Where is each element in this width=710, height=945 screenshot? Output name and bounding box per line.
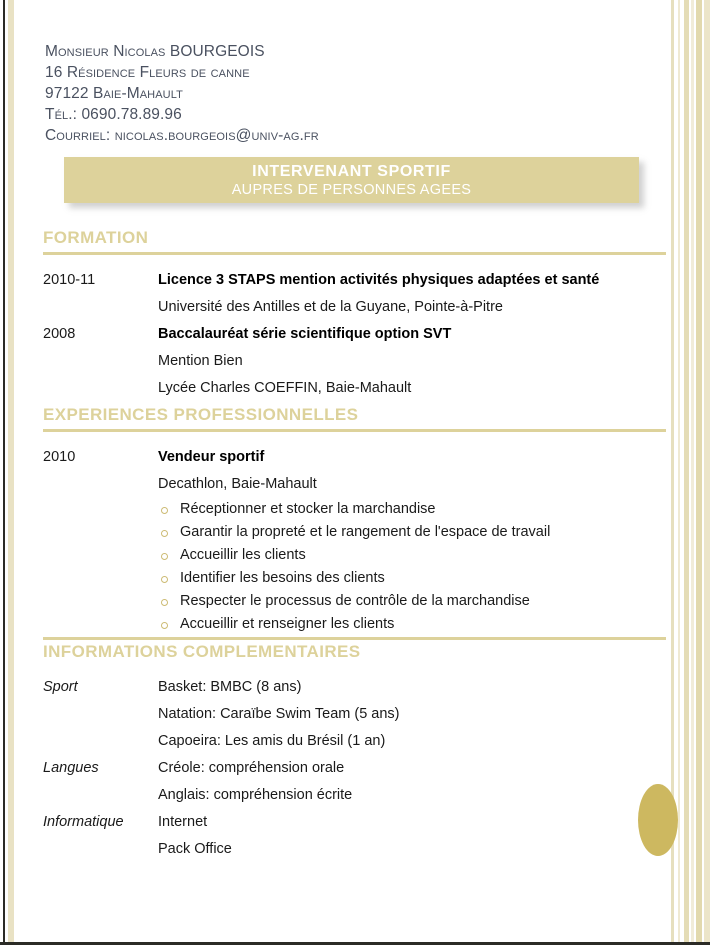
experience-job-title: Vendeur sportif [158,449,265,465]
circle-bullet-icon [161,530,168,537]
informations-label: Informatique [43,814,124,830]
experience-task-item: Identifier les besoins des clients [158,567,666,590]
section-informations [43,637,666,863]
informations-value: Pack Office [158,841,232,857]
section-formation [43,228,666,402]
formation-degree: Licence 3 STAPS mention activités physiques adaptées et santé [158,272,600,288]
contact-city: 97122 Baie-Mahault [45,85,183,102]
contact-street: 16 Résidence Fleurs de canne [45,64,250,81]
informations-value: Natation: Caraïbe Swim Team (5 ans) [158,706,400,722]
informations-value: Internet [158,814,208,830]
experience-date: 2010 [43,449,76,465]
informations-row [43,755,666,809]
formation-degree: Baccalauréat série scientifique option SVT [158,326,452,342]
formation-entry-list [43,267,666,402]
formation-entry [43,267,666,321]
formation-detail: Mention Bien [158,353,243,369]
informations-value: Basket: BMBC (8 ans) [158,679,302,695]
formation-body [158,267,666,321]
experience-task-item: Accueillir et renseigner les clients [158,613,666,636]
informations-row [43,809,666,863]
experience-task-item: Réceptionner et stocker la marchandise [158,498,666,521]
section-informations-heading: INFORMATIONS COMPLEMENTAIRES [43,642,361,661]
contact-name: Monsieur Nicolas BOURGEOIS [45,43,265,60]
experience-employer: Decathlon, Baie-Mahault [158,476,317,492]
informations-row [43,674,666,755]
contact-email: Courriel: nicolas.bourgeois@univ-ag.fr [45,127,319,144]
informations-row-list [43,674,666,863]
section-formation-rule [43,252,666,255]
contact-header [45,41,645,146]
experience-task-item: Respecter le processus de contrôle de la marchandise [158,590,666,613]
experience-task-list [158,498,666,636]
circle-bullet-icon [161,576,168,583]
formation-detail: Lycée Charles COEFFIN, Baie-Mahault [158,380,412,396]
section-experiences-rule [43,429,666,432]
informations-values [158,674,666,755]
section-informations-rule [43,637,666,640]
formation-date: 2008 [43,326,76,342]
circle-bullet-icon [161,599,168,606]
formation-detail: Université des Antilles et de la Guyane, Pointe-à-Pitre [158,299,503,315]
formation-entry [43,321,666,402]
circle-bullet-icon [161,622,168,629]
job-title: INTERVENANT SPORTIF [252,162,451,180]
informations-values [158,755,666,809]
experience-body [158,444,666,636]
informations-label: Sport [43,679,78,695]
section-formation-heading: FORMATION [43,228,149,247]
job-title-banner [64,157,639,203]
informations-value: Créole: compréhension orale [158,760,345,776]
experience-task-item: Garantir la propreté et le rangement de l'espace de travail [158,521,666,544]
job-title-subtitle: AUPRES DE PERSONNES AGEES [231,181,472,198]
experiences-entry-list [43,444,666,636]
informations-value: Anglais: compréhension écrite [158,787,353,803]
informations-value: Capoeira: Les amis du Brésil (1 an) [158,733,386,749]
informations-values [158,809,666,863]
experience-entry [43,444,666,636]
formation-body [158,321,666,402]
section-experiences-heading: EXPERIENCES PROFESSIONNELLES [43,405,359,424]
informations-label: Langues [43,760,99,776]
section-experiences [43,405,666,636]
contact-phone: Tél.: 0690.78.89.96 [45,106,182,123]
circle-bullet-icon [161,507,168,514]
experience-task-item: Accueillir les clients [158,544,666,567]
formation-date: 2010-11 [43,272,96,288]
circle-bullet-icon [161,553,168,560]
